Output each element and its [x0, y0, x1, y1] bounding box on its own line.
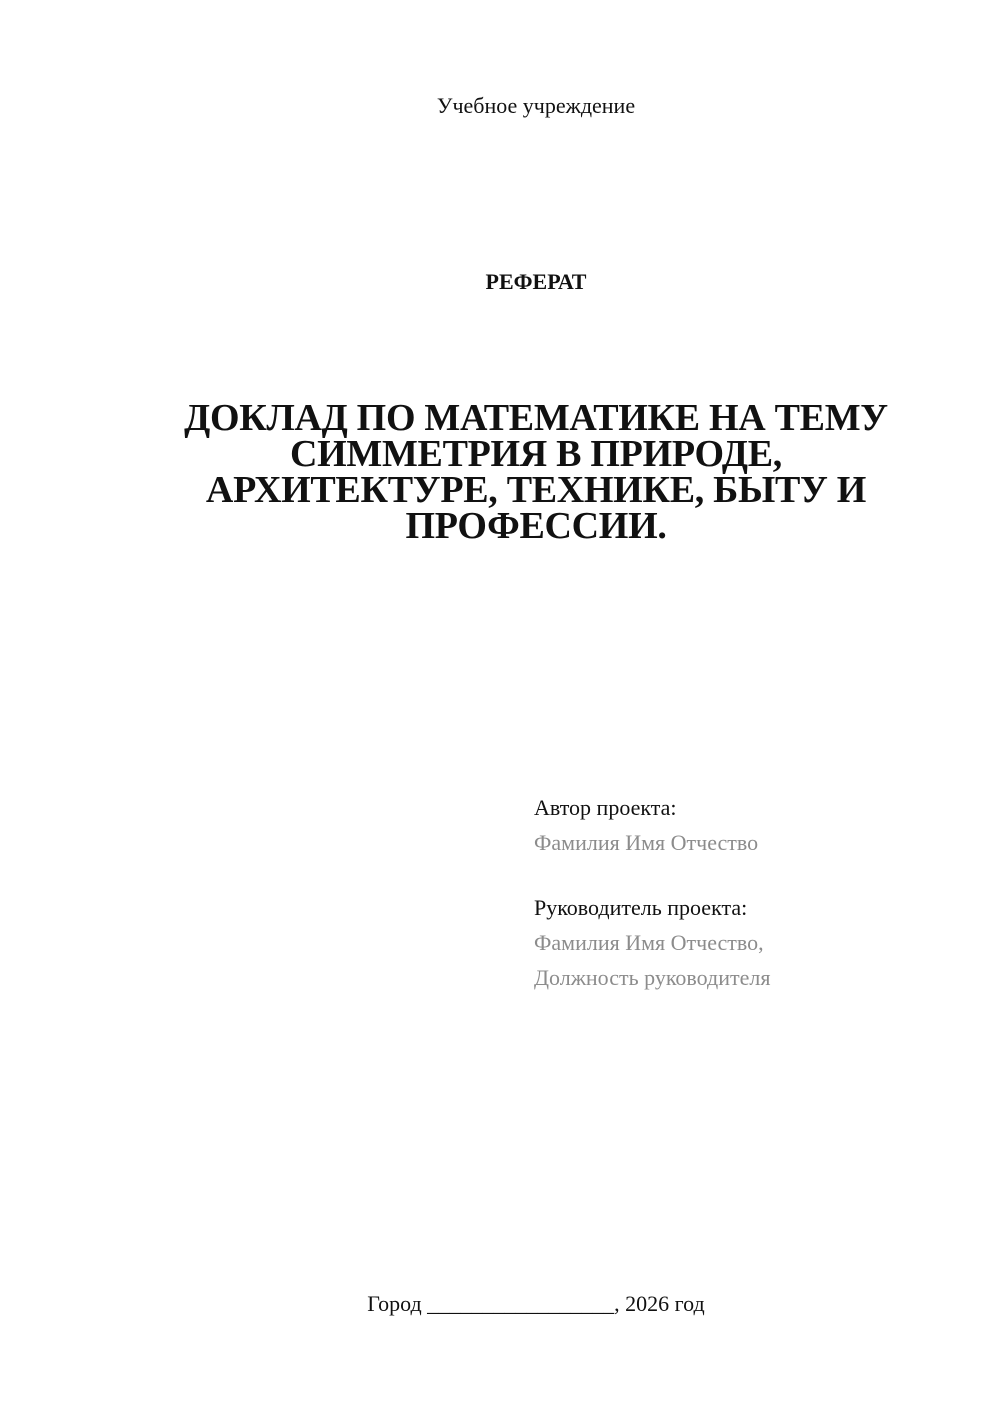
- document-type: РЕФЕРАТ: [485, 269, 587, 294]
- author-name: Фамилия Имя Отчество: [534, 830, 759, 855]
- credits-block: [534, 790, 974, 995]
- supervisor-label: Руководитель проекта:: [534, 895, 748, 920]
- city-year-line: Город _________________, 2026 год: [367, 1291, 705, 1316]
- supervisor-position: Должность руководителя: [534, 965, 771, 990]
- institution-name: Учебное учреждение: [436, 93, 636, 118]
- report-title: [150, 397, 922, 547]
- supervisor-name: Фамилия Имя Отчество,: [534, 930, 764, 955]
- report-title-line: АРХИТЕКТУРЕ, ТЕХНИКЕ, БЫТУ И: [205, 469, 867, 511]
- report-title-line: ПРОФЕССИИ.: [405, 505, 667, 547]
- report-title-line: СИММЕТРИЯ В ПРИРОДЕ,: [290, 433, 782, 475]
- report-title-line: ДОКЛАД ПО МАТЕМАТИКЕ НА ТЕМУ: [184, 397, 888, 439]
- author-label: Автор проекта:: [534, 795, 677, 820]
